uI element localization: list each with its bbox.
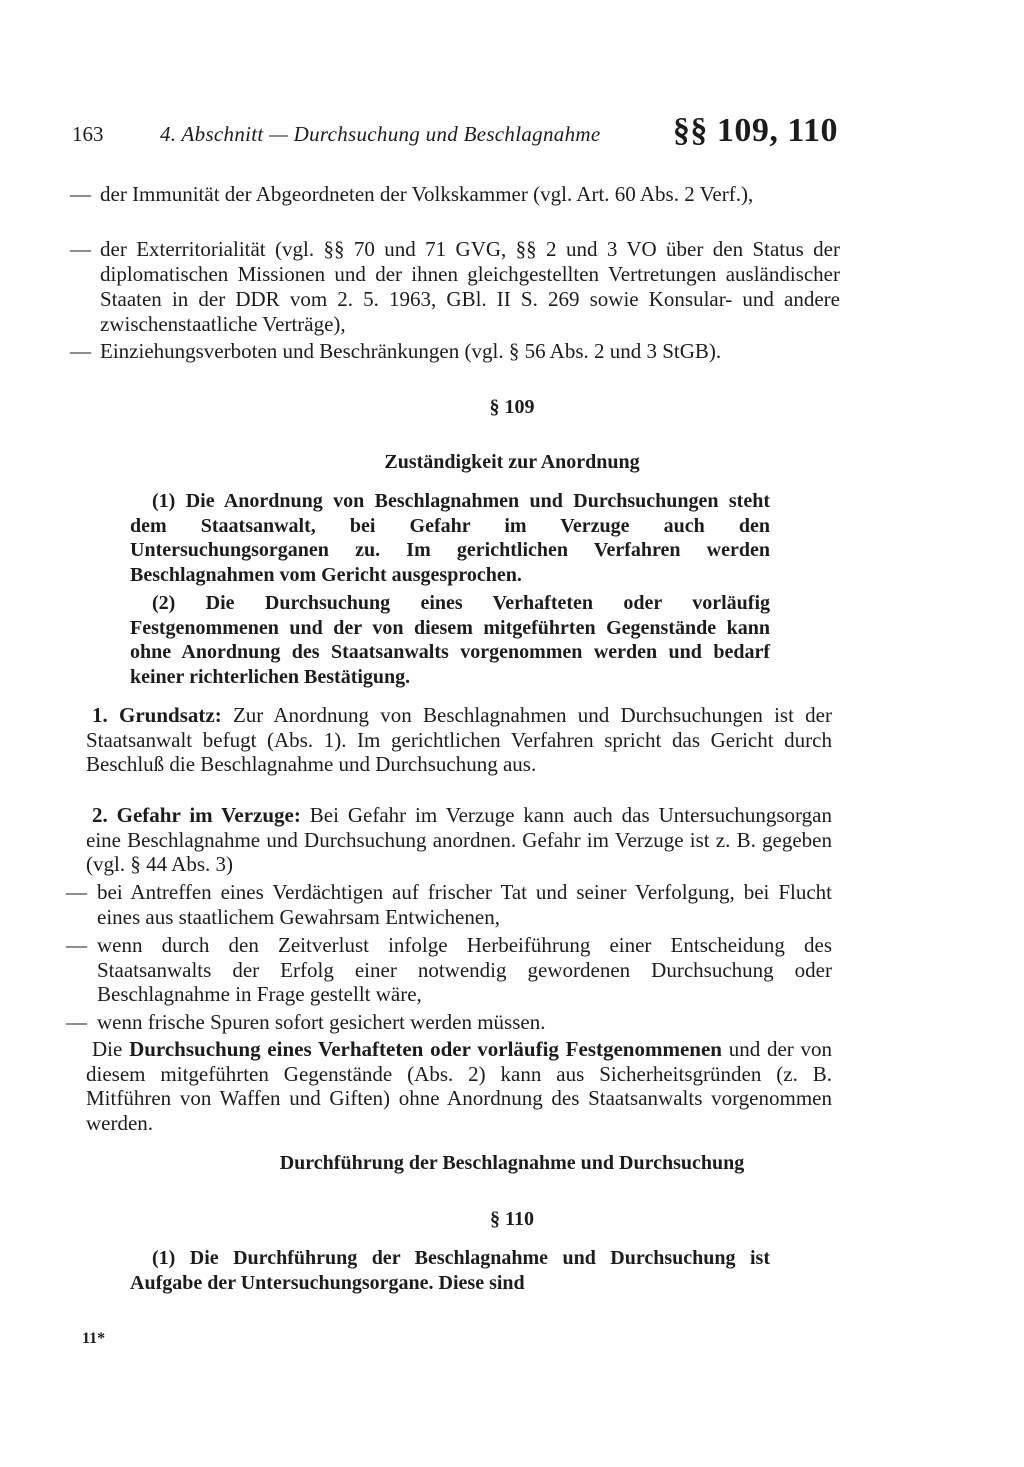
- section-number-110: § 110: [490, 1208, 534, 1230]
- commentary-paragraph-3: [86, 1037, 832, 1135]
- commentary-text-2: Bei Gefahr im Verzuge kann auch das Untersuchungsorgan eine Beschlagnahme und Durchsuchung anordnen. Gefahr im Verzuge ist z. B. gegeben (vgl. § 44 Abs. 3): [86, 803, 832, 876]
- commentary-bullet: [66, 1010, 832, 1035]
- law-text-abs2-content: (2) Die Durchsuchung eines Verhafteten oder vorläufig Festgenommenen und der von diesem mitgeführten Gegenstände kann ohne Anordnung des Staatsanwalts vorgenommen werden und bedarf keiner richterlichen Bestätigung.: [130, 592, 770, 688]
- intro-list-item: [70, 237, 840, 337]
- commentary-bullet: [66, 880, 832, 929]
- running-section-title: 4. Abschnitt — Durchsuchung und Beschlagnahme: [160, 122, 601, 146]
- intro-list-item-text: Einziehungsverboten und Beschränkungen (vgl. § 56 Abs. 2 und 3 StGB).: [100, 339, 722, 363]
- commentary-label-2: 2. Gefahr im Verzuge:: [92, 803, 301, 827]
- law-text-110-abs1-content: (1) Die Durchführung der Beschlagnahme und Durchsuchung ist Aufgabe der Untersuchungsorgane. Diese sind: [130, 1247, 770, 1294]
- dash-marker: —: [70, 182, 91, 206]
- intro-list-item: [70, 182, 840, 207]
- dash-marker: —: [70, 339, 91, 363]
- commentary-paragraph-1: [86, 703, 832, 777]
- commentary-bullet-text: wenn durch den Zeitverlust infolge Herbeiführung einer Entscheidung des Staatsanwalts der Erfolg einer notwendig gewordenen Durchsuchung oder Beschlagnahme in Frage gestellt wäre,: [97, 933, 832, 1006]
- commentary-label-1: 1. Grundsatz:: [92, 703, 222, 727]
- dash-marker: —: [70, 237, 91, 261]
- page-number: 163: [72, 122, 104, 146]
- law-text-110-abs1: [130, 1246, 770, 1295]
- commentary-bullet-text: wenn frische Spuren sofort gesichert werden müssen.: [97, 1010, 546, 1034]
- heading-durchfuehrung: Durchführung der Beschlagnahme und Durchsuchung: [279, 1152, 745, 1174]
- intro-list-item-text: der Exterritorialität (vgl. §§ 70 und 71 GVG, §§ 2 und 3 VO über den Status der diplomatischen Missionen und der ihnen gleichgestellten Vertretungen ausländischer Staaten in der DDR vom 2. 5. 1963, GBl. II S. 269 sowie Konsular- und andere zwischenstaatliche Verträge),: [100, 237, 840, 336]
- commentary-text-3-start: Die: [92, 1037, 123, 1061]
- running-paragraph-range: §§ 109, 110: [672, 112, 838, 149]
- dash-marker: —: [66, 933, 87, 957]
- commentary-text-3-rest: und der von diesem mitgeführten Gegenstände (Abs. 2) kann aus Sicherheitsgründen (z. B. Mitführen von Waffen und Giften) ohne Anordnung des Staatsanwalts vorgenommen werden.: [86, 1037, 833, 1135]
- law-text-abs2: [130, 591, 770, 689]
- law-text-abs1-content: (1) Die Anordnung von Beschlagnahmen und Durchsuchungen steht dem Staatsanwalt, bei Gefahr im Verzuge auch den Untersuchungsorganen zu. Im gerichtlichen Verfahren werden Beschlagnahmen vom Gericht ausgesprochen.: [130, 490, 770, 586]
- section-number-109: § 109: [489, 396, 535, 418]
- dash-marker: —: [66, 1010, 87, 1034]
- commentary-paragraph-2: [86, 803, 832, 877]
- intro-list-item: [70, 339, 840, 364]
- commentary-bullet: [66, 933, 832, 1007]
- commentary-text-1: Zur Anordnung von Beschlagnahmen und Durchsuchungen ist der Staatsanwalt befugt (Abs. 1). Im gerichtlichen Verfahren spricht das Gericht durch Beschluß die Beschlagnahme und Durchsuchung aus.: [86, 703, 832, 776]
- commentary-bullet-text: bei Antreffen eines Verdächtigen auf frischer Tat und seiner Verfolgung, bei Flucht eines aus staatlichem Gewahrsam Entwichenen,: [97, 880, 832, 929]
- law-text-abs1: [130, 489, 770, 587]
- commentary-text-3-bold: Durchsuchung eines Verhafteten oder vorläufig Festgenommenen: [129, 1037, 722, 1061]
- intro-list-item-text: der Immunität der Abgeordneten der Volkskammer (vgl. Art. 60 Abs. 2 Verf.),: [100, 182, 754, 206]
- section-title-109: Zuständigkeit zur Anordnung: [384, 451, 640, 473]
- page-header: [72, 110, 838, 154]
- signature-mark: 11*: [82, 1330, 106, 1347]
- dash-marker: —: [66, 880, 87, 904]
